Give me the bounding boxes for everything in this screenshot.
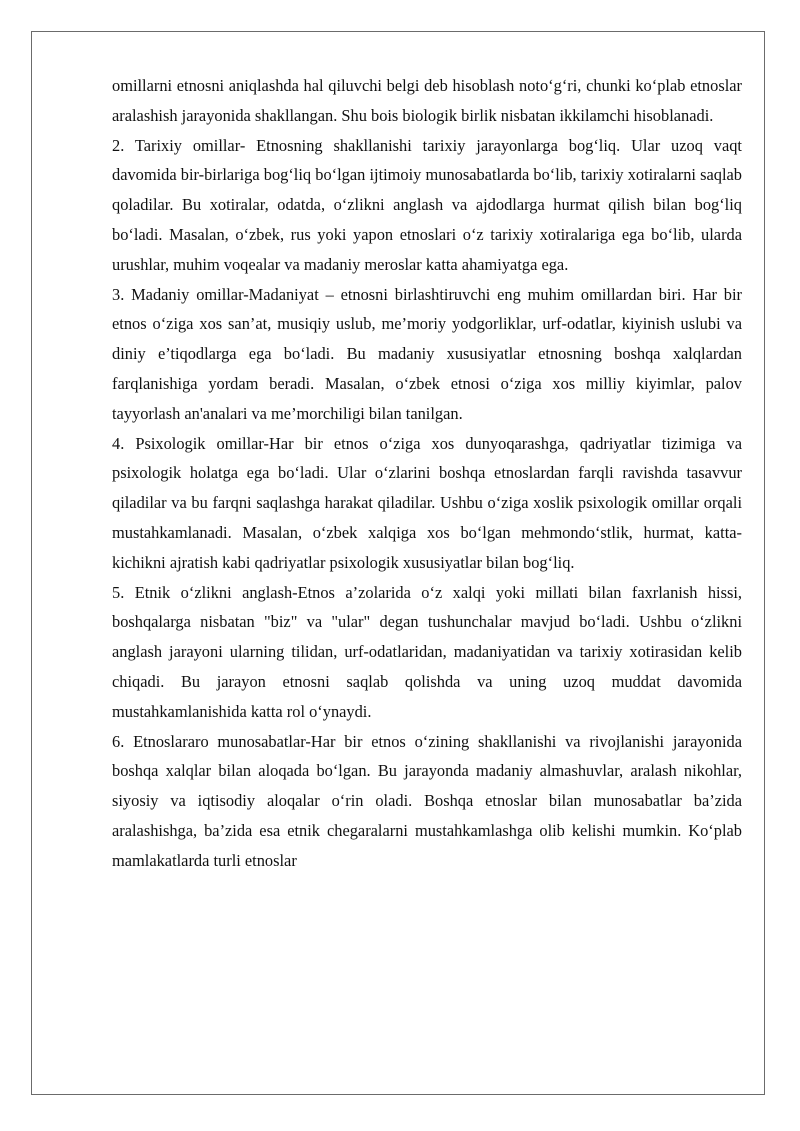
- paragraph-interethnic-relations: 6. Etnoslararo munosabatlar-Har bir etnos o‘zining shakllanishi va rivojlanishi jarayonida boshqa xalqlar bilan aloqada bo‘lgan. Bu jarayonda madaniy almashuvlar, aralash nikohlar, siyosiy va iqtisodiy aloqalar o‘rin oladi. Boshqa etnoslar bilan munosabatlar ba’zida aralashishga, ba’zida esa etnik chegaralarni mustahkamlashga olib kelishi mumkin. Ko‘plab mamlakatlarda turli etnoslar: [112, 731, 742, 870]
- paragraph-psychological-factors: 4. Psixologik omillar-Har bir etnos o‘ziga xos dunyoqarashga, qadriyatlar tizimiga va psixologik holatga ega bo‘ladi. Ular o‘zlarini boshqa etnoslardan farqli ravishda tasavvur qiladilar va bu farqni saqlashga harakat qiladilar. Ushbu o‘ziga xoslik psixologik omillar orqali mustahkamlanadi. Masalan, o‘zbek xalqiga xos bo‘lgan mehmondo‘stlik, hurmat, katta-kichikni ajratish kabi qadriyatlar psixologik xususiyatlar bilan bog‘liq.: [112, 433, 742, 572]
- paragraph-continuation: omillarni etnosni aniqlashda hal qiluvchi belgi deb hisoblash noto‘g‘ri, chunki ko‘plab etnoslar aralashish jarayonida shakllangan. Shu bois biologik birlik nisbatan ikkilamchi hisoblanadi.: [112, 76, 742, 125]
- paragraph-historical-factors: 2. Tarixiy omillar- Etnosning shakllanishi tarixiy jarayonlarga bog‘liq. Ular uzoq vaqt davomida bir-birlariga bog‘liq bo‘lgan ijtimoiy munosabatlarda bo‘lib, tarixiy xotiralarni saqlab qoladilar. Bu xotiralar, odatda, o‘zlikni anglash va ajdodlarga hurmat qilish bilan bog‘liq bo‘ladi. Masalan, o‘zbek, rus yoki yapon etnoslari o‘z tarixiy xotiralariga ega bo‘lib, ularda urushlar, muhim voqealar va madaniy meroslar katta ahamiyatga ega.: [112, 135, 742, 274]
- paragraph-cultural-factors: 3. Madaniy omillar-Madaniyat – etnosni birlashtiruvchi eng muhim omillardan biri. Har bir etnos o‘ziga xos san’at, musiqiy uslub, me’moriy yodgorliklar, urf-odatlar, kiyinish uslubi va diniy e’tiqodlarga ega bo‘ladi. Bu madaniy xususiyatlar etnosning boshqa xalqlardan farqlanishiga yordam beradi. Masalan, o‘zbek etnosi o‘ziga xos milliy kiyimlar, palov tayyorlash an'analari va me’morchiligi bilan tanilgan.: [112, 284, 742, 423]
- paragraph-ethnic-self-awareness: 5. Etnik o‘zlikni anglash-Etnos a’zolarida o‘z xalqi yoki millati bilan faxrlanish hissi, boshqalarga nisbatan "biz" va "ular" degan tushunchalar mavjud bo‘ladi. Ushbu o‘zlikni anglash jarayoni ularning tilidan, urf-odatlaridan, madaniyatidan va tarixiy xotirasidan kelib chiqadi. Bu jarayon etnosni saqlab qolishda va uning uzoq muddat davomida mustahkamlanishida katta rol o‘ynaydi.: [112, 582, 742, 721]
- document-body: [112, 71, 742, 876]
